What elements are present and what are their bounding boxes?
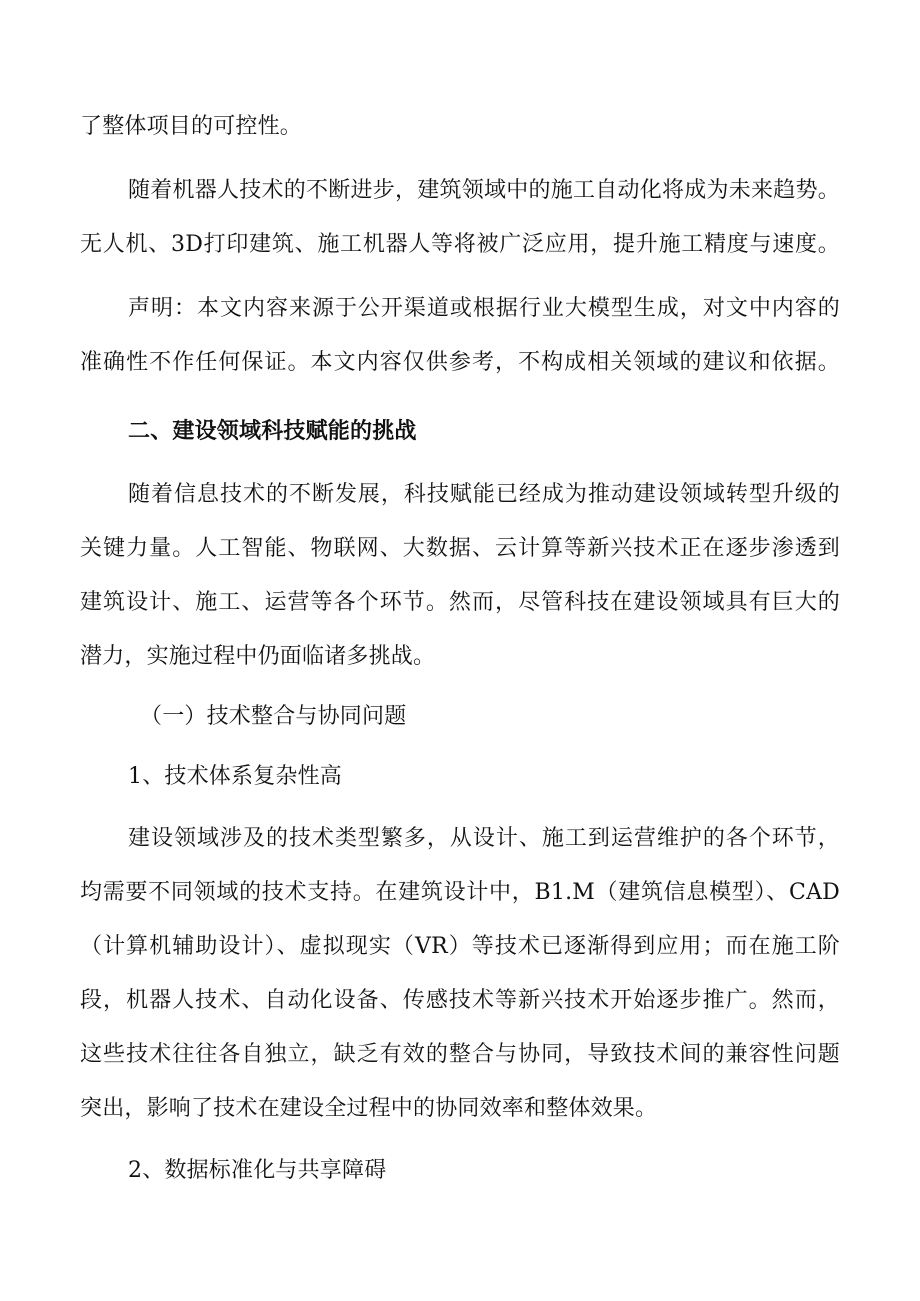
disclaimer-line: 声明：本文内容来源于公开渠道或根据行业大模型生成，对文中内容的 (128, 296, 840, 321)
section-heading: 二、建设领域科技赋能的挑战 (128, 418, 417, 444)
paragraph-line: 随着机器人技术的不断进步，建筑领域中的施工自动化将成为未来趋势。 (128, 178, 840, 203)
paragraph-line: 无人机、3D打印建筑、施工机器人等将被广泛应用，提升施工精度与速度。 (80, 232, 840, 257)
paragraph-line: 这些技术往往各自独立，缺乏有效的整合与协同，导致技术间的兼容性问题 (80, 1042, 840, 1067)
paragraph-line: 均需要不同领域的技术支持。在建筑设计中，B1.M（建筑信息模型）、CAD (80, 880, 840, 905)
paragraph-line: 潜力，实施过程中仍面临诸多挑战。 (80, 644, 436, 669)
paragraph-line: （计算机辅助设计）、虚拟现实（VR）等技术已逐渐得到应用；而在施工阶 (80, 934, 840, 959)
paragraph-line: 突出，影响了技术在建设全过程中的协同效率和整体效果。 (80, 1096, 658, 1121)
item-heading: 2、数据标准化与共享障碍 (128, 1158, 387, 1183)
disclaimer-line: 准确性不作任何保证。本文内容仅供参考，不构成相关领域的建议和依据。 (80, 350, 840, 375)
paragraph-line: 了整体项目的可控性。 (80, 114, 303, 139)
paragraph-line: 建设领域涉及的技术类型繁多，从设计、施工到运营维护的各个环节， (128, 826, 840, 851)
paragraph-line: 随着信息技术的不断发展，科技赋能已经成为推动建设领域转型升级的 (128, 482, 840, 507)
item-heading: 1、技术体系复杂性高 (128, 764, 342, 789)
paragraph-line: 建筑设计、施工、运营等各个环节。然而，尽管科技在建设领域具有巨大的 (80, 590, 840, 615)
paragraph-line: 段，机器人技术、自动化设备、传感技术等新兴技术开始逐步推广。然而， (80, 988, 840, 1013)
paragraph-line: 关键力量。人工智能、物联网、大数据、云计算等新兴技术正在逐步渗透到 (80, 536, 840, 561)
subsection-heading: （一）技术整合与协同问题 (140, 704, 407, 729)
